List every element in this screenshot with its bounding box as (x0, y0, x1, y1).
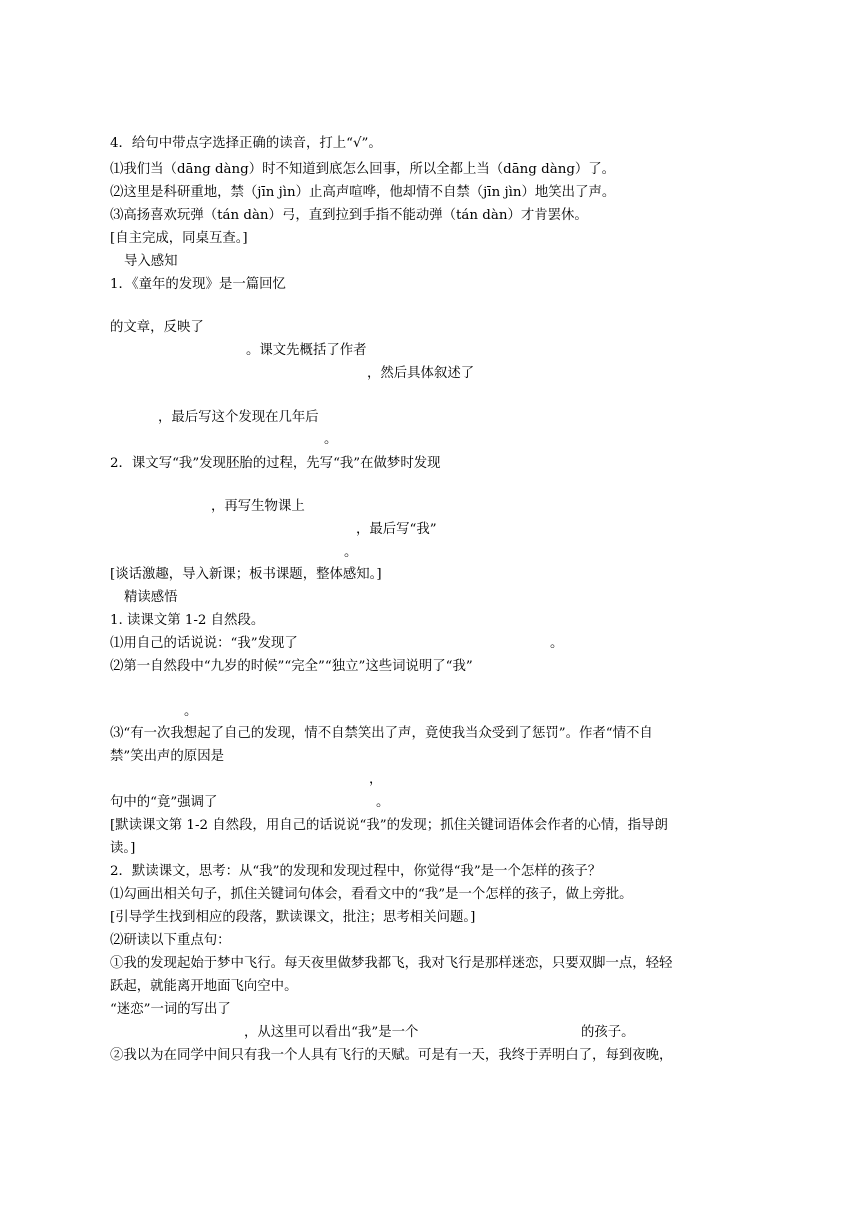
intro-q1-line-6: 。 (324, 432, 338, 447)
reading-task-2-q2: ⑵研读以下重点句： (110, 933, 231, 948)
key-sentence-2-line-1: ②我以为在同学中间只有我一个人具有飞行的天赋。可是有一天，我终于弄明白了，每到夜晚， (110, 1048, 673, 1063)
intro-q2-line-3: ，最后写“我” (356, 522, 437, 537)
teaching-note-reading-1-line-1: [默读课文第 1-2 自然段，用自己的话说说“我”的发现；抓住关键词语体会作者的心情，指导朗 (110, 818, 668, 833)
reading-task-2: 2．默读课文，思考：从“我”的发现和发现过程中，你觉得“我”是一个怎样的孩子？ (110, 864, 602, 879)
reading-task-1-q2: ⑵第一自然段中“九岁的时候”“完全”“独立”这些词说明了“我” (110, 659, 473, 674)
intro-q1-line-3: 。课文先概括了作者 (246, 343, 367, 358)
key-sentence-1-q-line-2-end: 的孩子。 (581, 1025, 635, 1040)
intro-q2-line-4: 。 (344, 545, 358, 560)
question-4-heading: 4．给句中带点字选择正确的读音，打上“√”。 (110, 136, 382, 151)
intro-q2-line-1: 2．课文写“我”发现胚胎的过程，先写“我”在做梦时发现 (110, 456, 441, 471)
question-4-item-2: ⑵这里是科研重地，禁（jīn jìn）止高声喧哗，他却情不自禁（jīn jìn）地笑出了声。 (110, 185, 616, 200)
section-heading-intro: 导入感知 (124, 254, 178, 269)
reading-task-2-q1: ⑴勾画出相关句子，抓住关键词句体会，看看文中的“我”是一个怎样的孩子，做上旁批。 (110, 887, 633, 902)
reading-task-1-q3-line-1: ⑶“有一次我想起了自己的发现，情不自禁笑出了声，竟使我当众受到了惩罚”。作者“情不自 (110, 726, 653, 741)
key-sentence-1-q-line-1: “迷恋”一词的写出了 (110, 1002, 231, 1017)
key-sentence-1-q-line-2: ，从这里可以看出“我”是一个 (244, 1025, 419, 1040)
section-heading-close-reading: 精读感悟 (124, 590, 178, 605)
intro-q2-line-2: ，再写生物课上 (211, 499, 305, 514)
intro-q1-line-4: ，然后具体叙述了 (367, 366, 475, 381)
teaching-note-reading-2: [引导学生找到相应的段落，默读课文，批注；思考相关问题。] (110, 910, 476, 925)
key-sentence-1-line-1: ①我的发现起始于梦中飞行。每天夜里做梦我都飞，我对飞行是那样迷恋，只要双脚一点，轻轻 (110, 956, 673, 971)
question-4-item-3: ⑶高扬喜欢玩弹（tán dàn）弓，直到拉到手指不能动弹（tán dàn）才肯罢休。 (110, 208, 588, 223)
teaching-note-self-complete: [自主完成，同桌互查。] (110, 231, 248, 246)
reading-task-1-q3-line-2: 禁”笑出声的原因是 (110, 749, 224, 764)
reading-task-1-q3-line-4-end: 。 (376, 795, 390, 810)
reading-task-1-q1: ⑴用自己的话说说：“我”发现了 (110, 636, 298, 651)
reading-task-1-q3-line-3: ， (369, 772, 383, 787)
intro-q1-line-1: 1．《童年的发现》是一篇回忆 (110, 277, 286, 292)
key-sentence-1-line-2: 跃起，就能离开地面飞向空中。 (110, 979, 298, 994)
reading-task-1-q1-end: 。 (550, 636, 564, 651)
intro-q1-line-2: 的文章，反映了 (110, 320, 204, 335)
reading-task-1: 1. 读课文第 1-2 自然段。 (110, 613, 265, 628)
teaching-note-reading-1-line-2: 读。] (110, 841, 136, 856)
reading-task-1-q2-end: 。 (184, 704, 198, 719)
reading-task-1-q3-line-4: 句中的“竟”强调了 (110, 795, 218, 810)
teaching-note-intro: [谈话激趣，导入新课；板书课题，整体感知。] (110, 567, 382, 582)
question-4-item-1: ⑴我们当（dāng dàng）时不知道到底怎么回事，所以全都上当（dāng dàng）了。 (110, 162, 616, 177)
intro-q1-line-5: ，最后写这个发现在几年后 (158, 410, 319, 425)
